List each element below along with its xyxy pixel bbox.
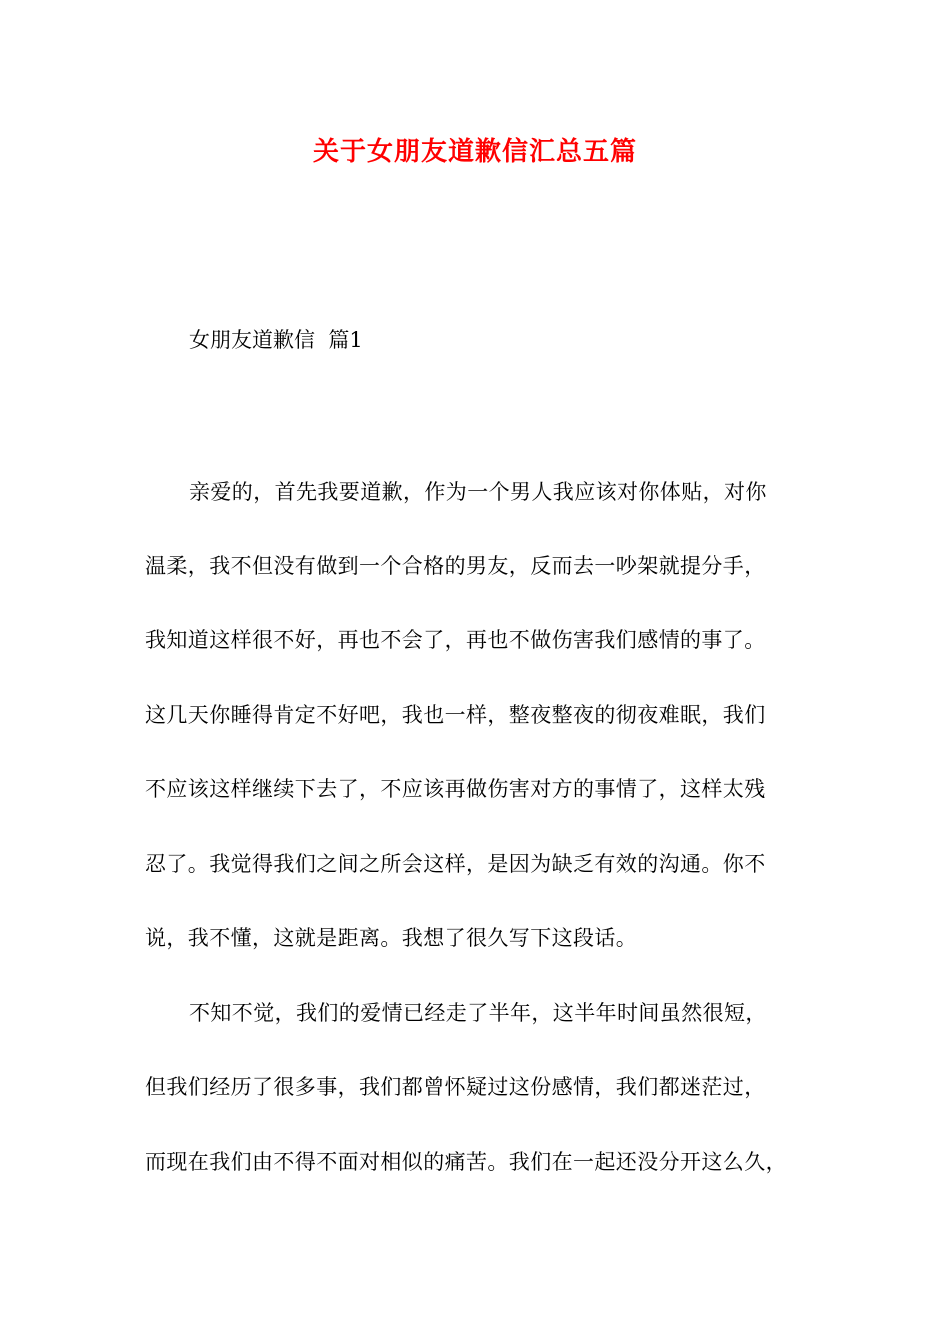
document-title: 关于女朋友道歉信汇总五篇: [312, 137, 637, 167]
paragraph-1-line-1: 亲爱的，首先我要道歉，作为一个男人我应该对你体贴，对你: [189, 480, 767, 504]
paragraph-1-line-6: 忍了。我觉得我们之间之所会这样，是因为缺乏有效的沟通。你不: [145, 852, 766, 876]
paragraph-1-line-4: 这几天你睡得肯定不好吧，我也一样，整夜整夜的彻夜难眠，我们: [145, 703, 766, 727]
section-heading: 女朋友道歉信 篇1: [189, 328, 363, 352]
paragraph-1-line-3: 我知道这样很不好，再也不会了，再也不做伤害我们感情的事了。: [145, 628, 766, 652]
paragraph-1-line-5: 不应该这样继续下去了，不应该再做伤害对方的事情了，这样太残: [145, 777, 766, 801]
paragraph-2-line-2: 但我们经历了很多事，我们都曾怀疑过这份感情，我们都迷茫过，: [145, 1075, 766, 1099]
paragraph-2-line-3: 而现在我们由不得不面对相似的痛苦。我们在一起还没分开这么久，: [145, 1150, 787, 1174]
paragraph-1-line-7: 说，我不懂，这就是距离。我想了很久写下这段话。: [145, 926, 638, 950]
paragraph-2-line-1: 不知不觉，我们的爱情已经走了半年，这半年时间虽然很短，: [189, 1001, 767, 1025]
paragraph-1-line-2: 温柔，我不但没有做到一个合格的男友，反而去一吵架就提分手，: [145, 554, 766, 578]
